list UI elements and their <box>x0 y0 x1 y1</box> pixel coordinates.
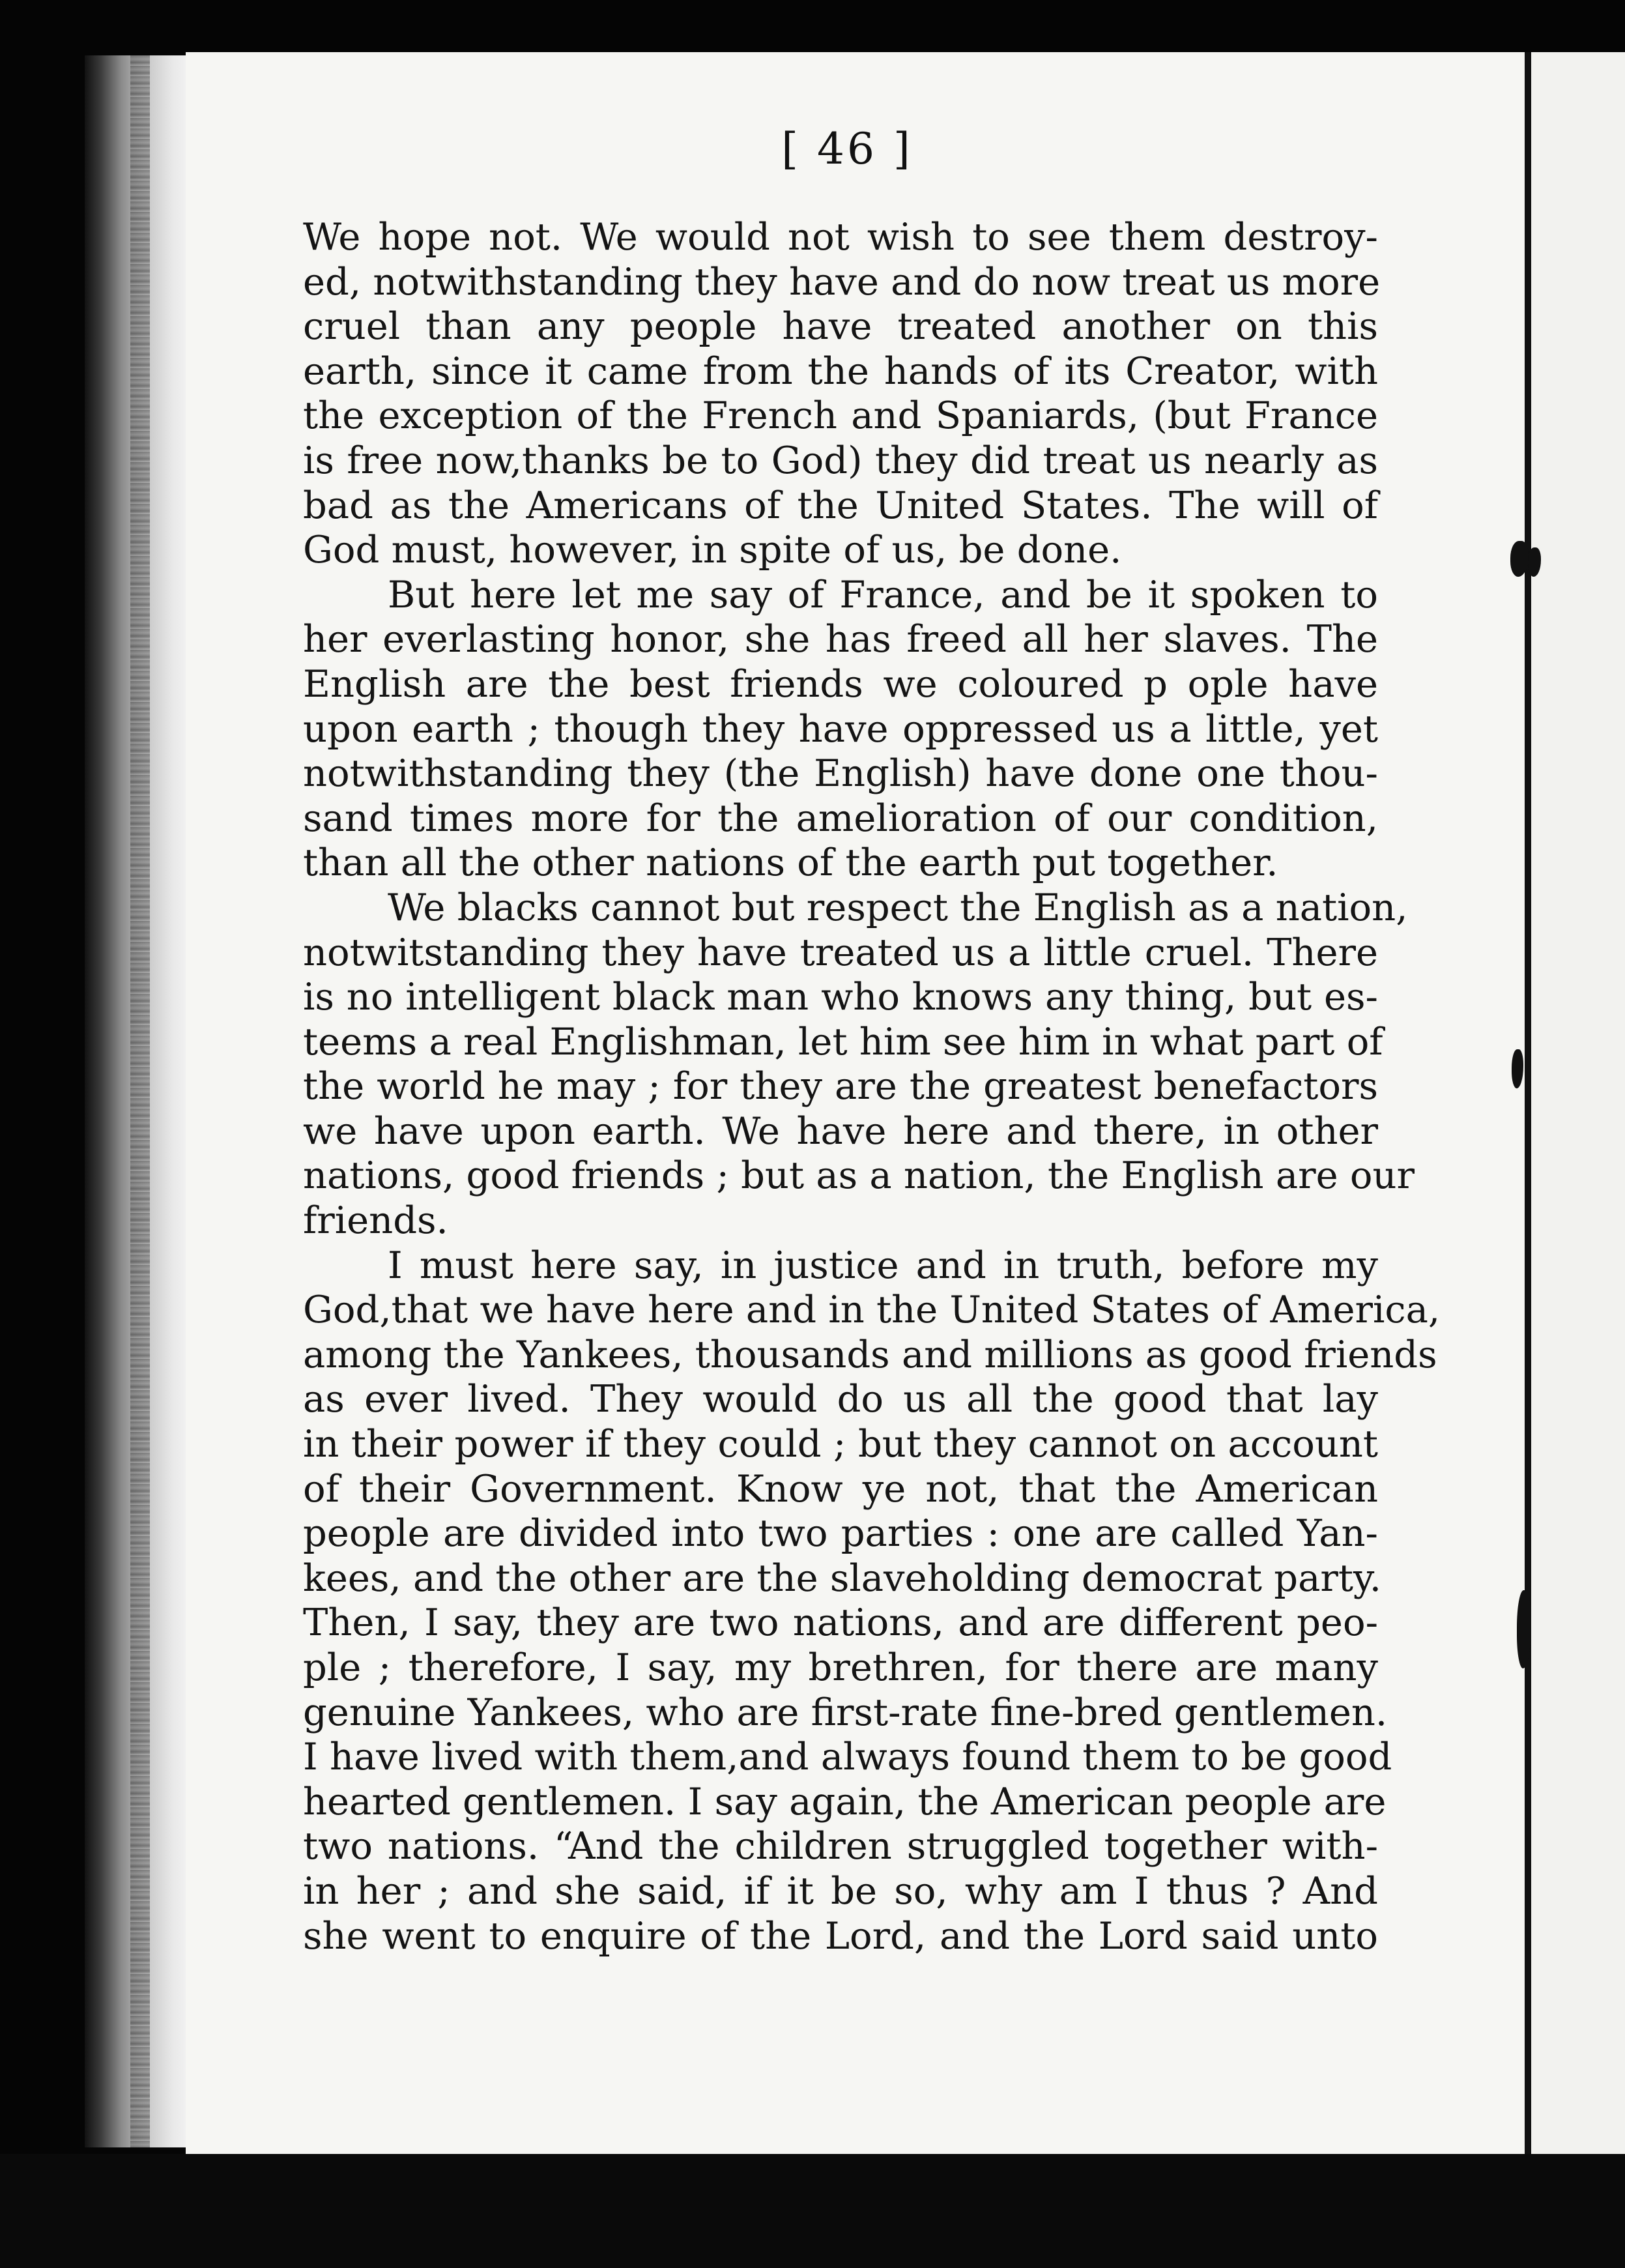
text-line: she went to enquire of the Lord, and the Lord said unto <box>303 1913 1378 1958</box>
text-line: two nations. “And the children struggled together with- <box>303 1824 1378 1868</box>
text-line: notwithstanding they (the English) have done one thou- <box>303 751 1378 796</box>
text-line: We hope not. We would not wish to see them destroy- <box>303 215 1378 259</box>
text-line: But here let me say of France, and be it spoken to <box>388 572 1378 617</box>
text-line: as ever lived. They would do us all the good that lay <box>303 1377 1378 1421</box>
text-line: upon earth ; though they have oppressed us a little, yet <box>303 706 1378 751</box>
text-line: notwitstanding they have treated us a little cruel. There <box>303 930 1378 974</box>
text-line: her everlasting honor, she has freed all her slaves. The <box>303 617 1378 662</box>
text-line: sand times more for the amelioration of our condition, <box>303 796 1378 840</box>
text-line: hearted gentlemen. I say again, the American people are <box>303 1779 1387 1824</box>
text-line: earth, since it came from the hands of its Creator, with <box>303 349 1378 393</box>
page-stack-edge <box>130 55 150 2147</box>
text-line: God,that we have here and in the United States of America, <box>303 1288 1441 1332</box>
text-line: I must here say, in justice and in truth, before my <box>388 1243 1378 1287</box>
text-line: people are divided into two parties : one are called Yan- <box>303 1511 1378 1556</box>
text-line: among the Yankees, thousands and millions as good friends <box>303 1332 1437 1376</box>
text-line: bad as the Americans of the United States. The will of <box>303 483 1378 527</box>
text-line: cruel than any people have treated another on this <box>303 304 1378 349</box>
text-line: We blacks cannot but respect the English as a nation, <box>388 885 1408 929</box>
text-line: genuine Yankees, who are first-rate fine-bred gentlemen. <box>303 1690 1388 1734</box>
text-line: in their power if they could ; but they cannot on account <box>303 1422 1378 1466</box>
text-line: ed, notwithstanding they have and do now treat us more <box>303 259 1381 304</box>
text-line: English are the best friends we coloured p ople have <box>303 662 1378 706</box>
text-line: is free now,thanks be to God) they did treat us nearly as <box>303 438 1378 482</box>
facing-page-edge <box>1531 52 1625 2154</box>
text-line: kees, and the other are the slaveholding democrat party. <box>303 1556 1382 1600</box>
text-line: in her ; and she said, if it be so, why am I thus ? And <box>303 1868 1378 1913</box>
page-number: [ 46 ] <box>781 124 913 174</box>
text-line: ple ; therefore, I say, my brethren, for there are many <box>303 1646 1378 1689</box>
text-line: the world he may ; for they are the greatest benefactors <box>303 1064 1378 1109</box>
text-line: I have lived with them,and always found them to be good <box>303 1735 1392 1779</box>
text-line: is no intelligent black man who knows any thing, but es- <box>303 975 1378 1019</box>
text-line: teems a real Englishman, let him see him in what part of <box>303 1019 1383 1064</box>
text-line: God must, however, in spite of us, be done. <box>303 528 1122 572</box>
text-line: of their Government. Know ye not, that the American <box>303 1466 1378 1511</box>
text-line: than all the other nations of the earth put together. <box>303 841 1278 885</box>
body-text <box>303 215 1441 1958</box>
text-line: the exception of the French and Spaniards, (but France <box>303 394 1378 438</box>
text-line: nations, good friends ; but as a nation, the English are our <box>303 1154 1415 1198</box>
text-line: friends. <box>303 1199 448 1243</box>
text-line: Then, I say, they are two nations, and are different peo- <box>303 1601 1378 1645</box>
text-line: we have upon earth. We have here and there, in other <box>303 1109 1378 1153</box>
scan-bottom-margin <box>0 2154 1625 2268</box>
